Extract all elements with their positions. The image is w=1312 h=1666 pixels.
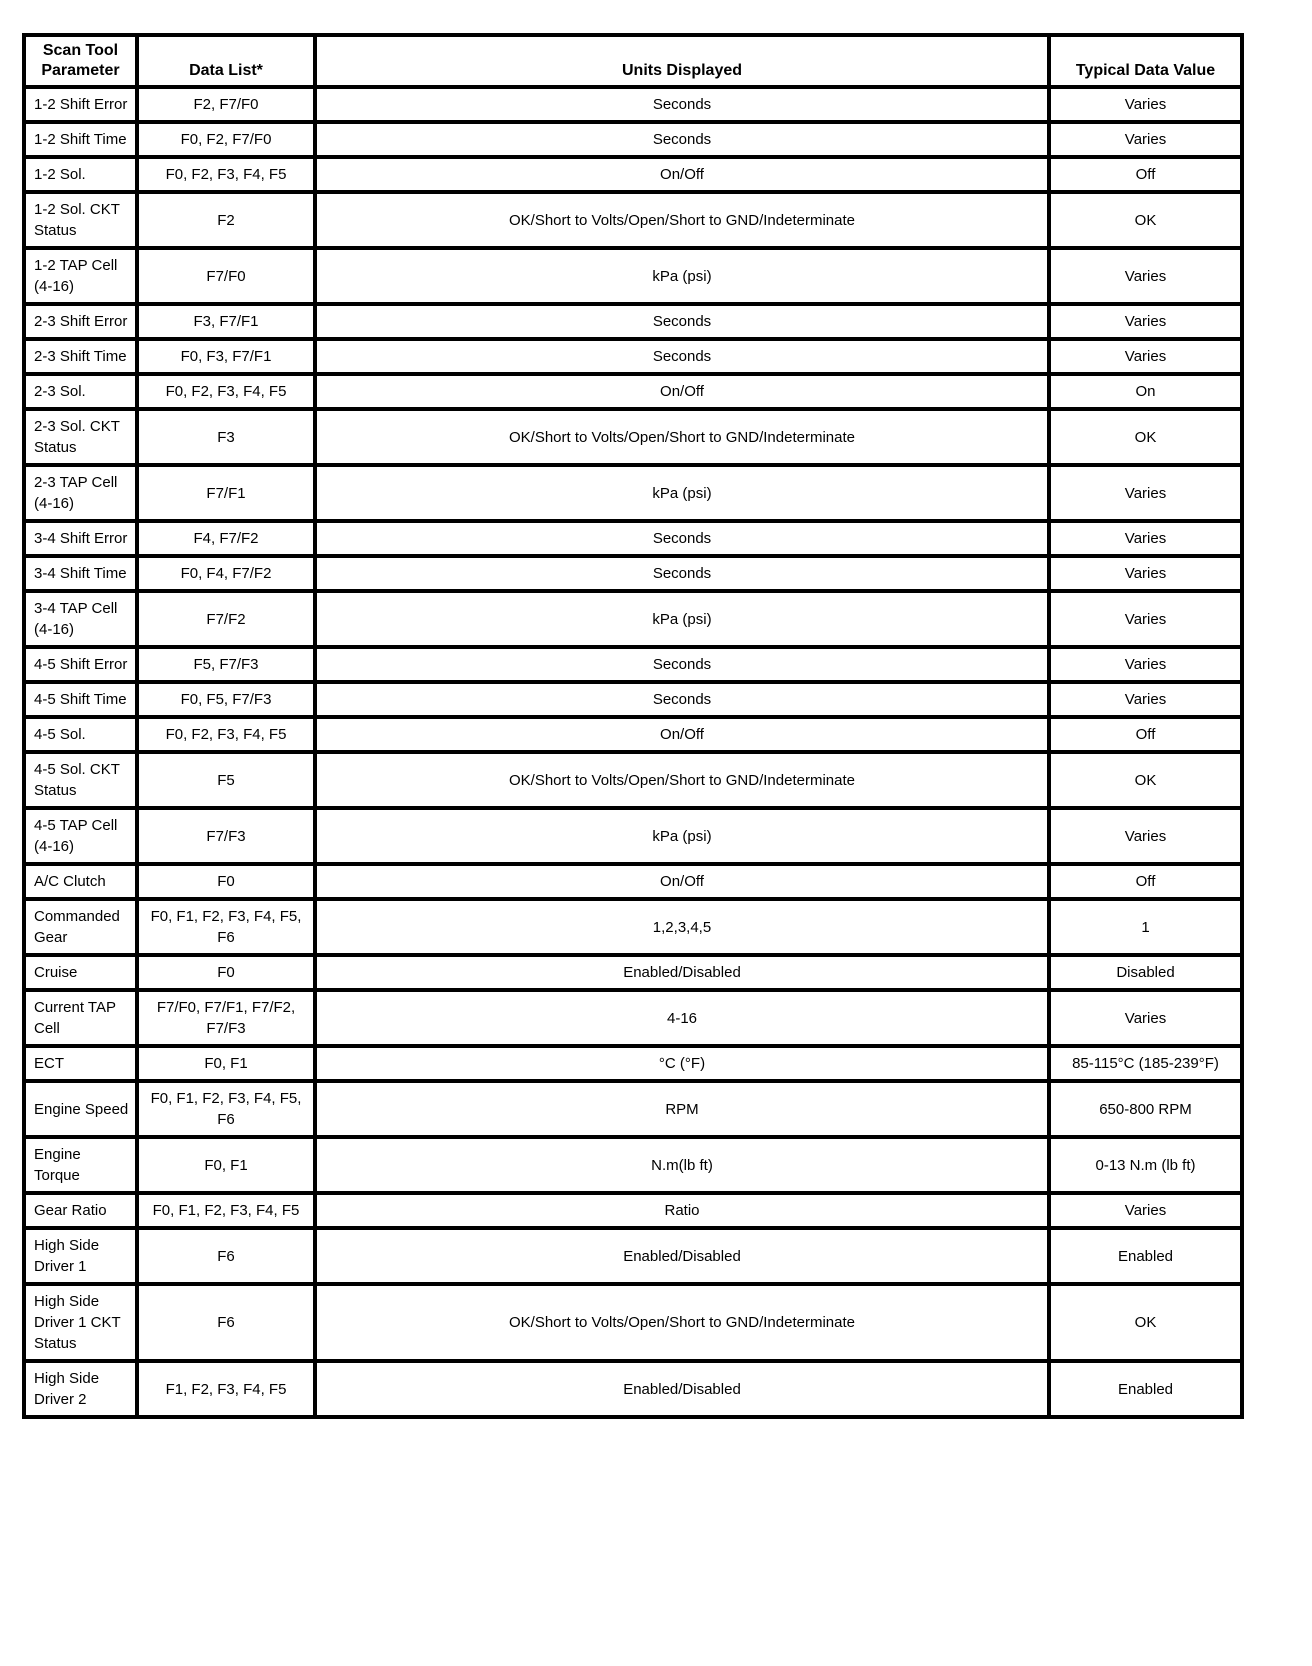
typical-value-cell: OK [1049, 409, 1242, 465]
units-cell: On/Off [315, 374, 1049, 409]
data-list-cell: F0, F1 [137, 1046, 315, 1081]
data-list-cell: F4, F7/F2 [137, 521, 315, 556]
table-header [24, 35, 1242, 87]
table-row [24, 955, 1242, 990]
typical-value-cell: Disabled [1049, 955, 1242, 990]
data-list-cell: F0, F2, F3, F4, F5 [137, 157, 315, 192]
parameter-cell: ECT [24, 1046, 137, 1081]
parameter-cell: 2-3 TAP Cell (4-16) [24, 465, 137, 521]
data-list-cell: F0, F3, F7/F1 [137, 339, 315, 374]
typical-value-cell: OK [1049, 752, 1242, 808]
units-cell: OK/Short to Volts/Open/Short to GND/Indeterminate [315, 752, 1049, 808]
data-list-cell: F7/F0, F7/F1, F7/F2, F7/F3 [137, 990, 315, 1046]
data-list-cell: F7/F2 [137, 591, 315, 647]
typical-value-cell: Off [1049, 717, 1242, 752]
table-row [24, 374, 1242, 409]
table-row [24, 647, 1242, 682]
data-list-cell: F6 [137, 1284, 315, 1361]
parameter-cell: Cruise [24, 955, 137, 990]
table-row [24, 157, 1242, 192]
units-cell: kPa (psi) [315, 808, 1049, 864]
parameter-cell: 4-5 Sol. CKT Status [24, 752, 137, 808]
parameter-cell: High Side Driver 1 CKT Status [24, 1284, 137, 1361]
typical-value-cell: Varies [1049, 682, 1242, 717]
table-row [24, 717, 1242, 752]
units-cell: On/Off [315, 157, 1049, 192]
units-cell: kPa (psi) [315, 591, 1049, 647]
units-cell: Seconds [315, 556, 1049, 591]
table-row [24, 339, 1242, 374]
table-row [24, 465, 1242, 521]
parameter-cell: 4-5 Shift Error [24, 647, 137, 682]
units-cell: OK/Short to Volts/Open/Short to GND/Indeterminate [315, 1284, 1049, 1361]
table-row [24, 899, 1242, 955]
units-cell: Enabled/Disabled [315, 955, 1049, 990]
data-list-cell: F7/F0 [137, 248, 315, 304]
typical-value-cell: Varies [1049, 521, 1242, 556]
data-list-cell: F0, F1, F2, F3, F4, F5, F6 [137, 1081, 315, 1137]
table-row [24, 1361, 1242, 1417]
typical-value-cell: Varies [1049, 647, 1242, 682]
data-list-cell: F0, F2, F7/F0 [137, 122, 315, 157]
parameter-cell: 1-2 Shift Error [24, 87, 137, 122]
units-cell: Seconds [315, 122, 1049, 157]
table-row [24, 521, 1242, 556]
table-row [24, 1284, 1242, 1361]
data-list-cell: F0, F2, F3, F4, F5 [137, 374, 315, 409]
units-cell: OK/Short to Volts/Open/Short to GND/Indeterminate [315, 192, 1049, 248]
typical-value-cell: Varies [1049, 808, 1242, 864]
data-list-cell: F2, F7/F0 [137, 87, 315, 122]
table-row [24, 990, 1242, 1046]
parameter-cell: 1-2 Sol. CKT Status [24, 192, 137, 248]
table-row [24, 1081, 1242, 1137]
parameter-cell: A/C Clutch [24, 864, 137, 899]
table-row [24, 122, 1242, 157]
parameter-cell: 4-5 TAP Cell (4-16) [24, 808, 137, 864]
table-row [24, 1137, 1242, 1193]
table-row [24, 864, 1242, 899]
units-cell: Seconds [315, 339, 1049, 374]
typical-value-cell: Varies [1049, 339, 1242, 374]
parameter-cell: 2-3 Shift Error [24, 304, 137, 339]
units-cell: kPa (psi) [315, 465, 1049, 521]
data-list-cell: F5 [137, 752, 315, 808]
parameter-cell: 3-4 TAP Cell (4-16) [24, 591, 137, 647]
header-data-list: Data List* [137, 35, 315, 87]
table-row [24, 556, 1242, 591]
typical-value-cell: Off [1049, 157, 1242, 192]
typical-value-cell: Varies [1049, 248, 1242, 304]
typical-value-cell: Off [1049, 864, 1242, 899]
data-list-cell: F0 [137, 955, 315, 990]
units-cell: Seconds [315, 682, 1049, 717]
header-scan-tool-parameter: Scan Tool Parameter [24, 35, 137, 87]
table-row [24, 409, 1242, 465]
units-cell: On/Off [315, 717, 1049, 752]
parameter-cell: Gear Ratio [24, 1193, 137, 1228]
units-cell: Enabled/Disabled [315, 1228, 1049, 1284]
typical-value-cell: 650-800 RPM [1049, 1081, 1242, 1137]
typical-value-cell: Varies [1049, 556, 1242, 591]
typical-value-cell: Varies [1049, 304, 1242, 339]
data-list-cell: F0, F4, F7/F2 [137, 556, 315, 591]
table-body [24, 87, 1242, 1417]
data-list-cell: F3 [137, 409, 315, 465]
table-row [24, 1228, 1242, 1284]
typical-value-cell: Varies [1049, 87, 1242, 122]
parameter-cell: 4-5 Shift Time [24, 682, 137, 717]
header-typical-data-value: Typical Data Value [1049, 35, 1242, 87]
units-cell: °C (°F) [315, 1046, 1049, 1081]
typical-value-cell: 1 [1049, 899, 1242, 955]
units-cell: 4-16 [315, 990, 1049, 1046]
table-row [24, 682, 1242, 717]
units-cell: On/Off [315, 864, 1049, 899]
parameter-cell: 4-5 Sol. [24, 717, 137, 752]
units-cell: Enabled/Disabled [315, 1361, 1049, 1417]
parameter-cell: Current TAP Cell [24, 990, 137, 1046]
table-row [24, 1193, 1242, 1228]
table-row [24, 248, 1242, 304]
table-row [24, 752, 1242, 808]
data-list-cell: F7/F1 [137, 465, 315, 521]
data-list-cell: F5, F7/F3 [137, 647, 315, 682]
header-units-displayed: Units Displayed [315, 35, 1049, 87]
units-cell: kPa (psi) [315, 248, 1049, 304]
table-row [24, 1046, 1242, 1081]
units-cell: N.m(lb ft) [315, 1137, 1049, 1193]
data-list-cell: F0, F1, F2, F3, F4, F5, F6 [137, 899, 315, 955]
parameter-cell: Engine Torque [24, 1137, 137, 1193]
scan-tool-parameter-table [22, 33, 1244, 1419]
units-cell: 1,2,3,4,5 [315, 899, 1049, 955]
data-list-cell: F0, F5, F7/F3 [137, 682, 315, 717]
parameter-cell: 2-3 Sol. [24, 374, 137, 409]
data-list-cell: F0, F1, F2, F3, F4, F5 [137, 1193, 315, 1228]
units-cell: Seconds [315, 304, 1049, 339]
parameter-cell: Commanded Gear [24, 899, 137, 955]
typical-value-cell: Enabled [1049, 1228, 1242, 1284]
parameter-cell: Engine Speed [24, 1081, 137, 1137]
units-cell: OK/Short to Volts/Open/Short to GND/Indeterminate [315, 409, 1049, 465]
parameter-cell: 1-2 TAP Cell (4-16) [24, 248, 137, 304]
units-cell: Ratio [315, 1193, 1049, 1228]
typical-value-cell: 0-13 N.m (lb ft) [1049, 1137, 1242, 1193]
typical-value-cell: OK [1049, 192, 1242, 248]
units-cell: Seconds [315, 647, 1049, 682]
typical-value-cell: 85-115°C (185-239°F) [1049, 1046, 1242, 1081]
parameter-cell: 1-2 Shift Time [24, 122, 137, 157]
data-list-cell: F2 [137, 192, 315, 248]
units-cell: RPM [315, 1081, 1049, 1137]
table-row [24, 304, 1242, 339]
header-row [24, 35, 1242, 87]
typical-value-cell: Varies [1049, 1193, 1242, 1228]
typical-value-cell: OK [1049, 1284, 1242, 1361]
data-list-cell: F0 [137, 864, 315, 899]
data-list-cell: F3, F7/F1 [137, 304, 315, 339]
typical-value-cell: Varies [1049, 122, 1242, 157]
typical-value-cell: Varies [1049, 591, 1242, 647]
data-list-cell: F7/F3 [137, 808, 315, 864]
table-row [24, 591, 1242, 647]
units-cell: Seconds [315, 521, 1049, 556]
parameter-cell: High Side Driver 2 [24, 1361, 137, 1417]
table-row [24, 192, 1242, 248]
table-row [24, 808, 1242, 864]
data-list-cell: F1, F2, F3, F4, F5 [137, 1361, 315, 1417]
typical-value-cell: Enabled [1049, 1361, 1242, 1417]
data-list-cell: F0, F1 [137, 1137, 315, 1193]
parameter-cell: 3-4 Shift Time [24, 556, 137, 591]
typical-value-cell: Varies [1049, 990, 1242, 1046]
parameter-cell: High Side Driver 1 [24, 1228, 137, 1284]
parameter-cell: 2-3 Shift Time [24, 339, 137, 374]
typical-value-cell: Varies [1049, 465, 1242, 521]
parameter-cell: 2-3 Sol. CKT Status [24, 409, 137, 465]
typical-value-cell: On [1049, 374, 1242, 409]
parameter-cell: 3-4 Shift Error [24, 521, 137, 556]
data-list-cell: F6 [137, 1228, 315, 1284]
data-list-cell: F0, F2, F3, F4, F5 [137, 717, 315, 752]
parameter-cell: 1-2 Sol. [24, 157, 137, 192]
table-row [24, 87, 1242, 122]
units-cell: Seconds [315, 87, 1049, 122]
